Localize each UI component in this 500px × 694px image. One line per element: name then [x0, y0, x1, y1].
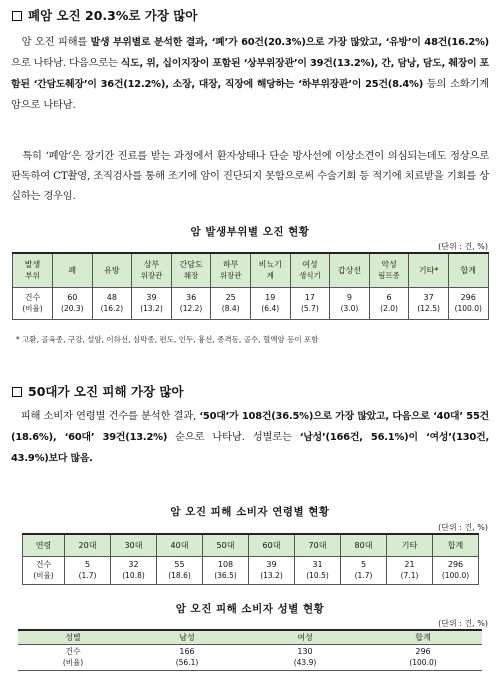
- checkbox-square-icon: [12, 387, 22, 397]
- table1-cell: 25 (8.4): [211, 287, 251, 319]
- table2-row-label: 건수 (비율): [23, 556, 65, 584]
- table1-cell: 17 (5.7): [290, 287, 330, 319]
- table2-data-row: [23, 556, 479, 584]
- table3-title: 암 오진 피해 소비자 성별 현황: [175, 603, 325, 615]
- table3-row-label: 건수 (비율): [18, 644, 128, 670]
- section1-heading-text: 폐암 오진 20.3%로 가장 많아: [28, 8, 198, 23]
- table1-footnote: * 고환, 골육종, 구강, 설암, 이하선, 심막종, 편도, 인두, 흉선, 종격동, 골수, 혈액암 등이 포함: [16, 335, 319, 344]
- table2-cell: 296 (100.0): [433, 556, 479, 584]
- table1-cell: 19 (6.4): [250, 287, 290, 319]
- table3-cell: 166 (56.1): [128, 644, 246, 670]
- p1-text-a: 암 오진 피해를: [21, 36, 91, 48]
- table2-col-header: 기타: [387, 534, 433, 556]
- gender-table: [18, 629, 482, 671]
- table1-cell: 9 (3.0): [330, 287, 370, 319]
- table2-cell: 31 (10.5): [295, 556, 341, 584]
- table1-col-header: 상부 위장관: [132, 253, 172, 287]
- section1-paragraph2: [11, 146, 489, 206]
- p2-text: 특히 ‘폐암’은 장기간 진료를 받는 과정에서 환자상태나 단순 방사선에 이상소견이 의심되는데도 정상으로 판독하여 CT촬영, 조직검사를 통해 조기에 암이 진단되지 못함으로써 수술기회 등 적기에 치료받을 기회를 상실하는 경우임.: [11, 150, 489, 202]
- s2-bold-b: ‘남성’(166건, 56.1%)이 ‘여성’(130건, 43.9%)보다 많음.: [11, 432, 489, 464]
- table1-col-header: 악성 림프종: [369, 253, 409, 287]
- table3-col-header: 여성: [246, 630, 364, 644]
- table2-col-header: 80대: [341, 534, 387, 556]
- table1-col-header: 갑상선: [330, 253, 370, 287]
- table2-corner: 연령: [23, 534, 65, 556]
- table1-title: 암 발생부위별 오진 현황: [190, 226, 310, 238]
- section2-heading: [12, 382, 184, 400]
- table2-col-header: 20대: [65, 534, 111, 556]
- section2-paragraph: [11, 406, 489, 469]
- table1-header-row: [13, 253, 489, 287]
- table2-cell: 55 (18.6): [157, 556, 203, 584]
- table1-cell: 6 (2.0): [369, 287, 409, 319]
- table3-cell: 130 (43.9): [246, 644, 364, 670]
- section2-heading-text: 50대가 오진 피해 가장 많아: [28, 384, 184, 399]
- age-table: [22, 533, 479, 585]
- s2-bold-a: ‘50대’가 108건(36.5%)으로 가장 많았고, 다음으로 ‘40대’ 55건(18.6%), ‘60대’ 39건(13.2%): [11, 411, 489, 443]
- checkbox-square-icon: [12, 11, 22, 21]
- p1-text-b: 으로 나타남. 다음으로는: [11, 57, 121, 69]
- table1-col-header: 유방: [92, 253, 132, 287]
- table1-cell: 60 (20.3): [53, 287, 93, 319]
- table2-col-header: 40대: [157, 534, 203, 556]
- table2-col-header: 50대: [203, 534, 249, 556]
- table1-col-header: 합계: [448, 253, 488, 287]
- table3-col-header: 남성: [128, 630, 246, 644]
- table1-col-header: 비뇨기 계: [250, 253, 290, 287]
- table3-data-row: [18, 644, 482, 670]
- table1-cell: 39 (13.2): [132, 287, 172, 319]
- table1-cell: 296 (100.0): [448, 287, 488, 319]
- cancer-site-table: [12, 252, 489, 320]
- table3-header-row: [18, 630, 482, 644]
- table2-header-row: [23, 534, 479, 556]
- table1-col-header: 폐: [53, 253, 93, 287]
- p1-text-c: 등의 소화기계 암으로 나타남.: [11, 78, 489, 111]
- s2-text-b: 순으로 나타남. 성별로는: [167, 431, 300, 443]
- table1-cell: 37 (12.5): [409, 287, 449, 319]
- table1-cell: 48 (16.2): [92, 287, 132, 319]
- section1-paragraph1: [11, 32, 489, 115]
- section1-heading: [12, 6, 197, 24]
- table3-col-header: 합계: [364, 630, 482, 644]
- table2-col-header: 60대: [249, 534, 295, 556]
- table2-cell: 5 (1.7): [341, 556, 387, 584]
- table1-cell: 36 (12.2): [171, 287, 211, 319]
- table1-col-header: 여성 생식기: [290, 253, 330, 287]
- p1-bold-a: 발생 부위별로 분석한 결과, ‘폐’가 60건(20.3%)으로 가장 많았고, ‘유방’이 48건(16.2%): [90, 37, 489, 48]
- table2-col-header: 30대: [111, 534, 157, 556]
- table3-unit: (단위 : 건, %): [438, 619, 488, 628]
- table2-title: 암 오진 피해 소비자 연령별 현황: [170, 506, 330, 518]
- table1-corner: 발생 부위: [13, 253, 53, 287]
- table2-unit: (단위 : 건, %): [438, 523, 488, 532]
- table2-cell: 39 (13.2): [249, 556, 295, 584]
- table1-row-label: 건수 (비율): [13, 287, 53, 319]
- table1-col-header: 간담도 췌장: [171, 253, 211, 287]
- table3-corner: 성별: [18, 630, 128, 644]
- p1-bold-b: 식도, 위, 십이지장이 포함된 ‘상부위장관’이 39건(13.2%), 간, 담낭, 담도, 췌장이 포함된 ‘간담도췌장’이 36건(12.2%), 소장, 대장, 직장에 해당하는 ‘하부위장관’이 25건(8.4%): [11, 58, 489, 90]
- table3-cell: 296 (100.0): [364, 644, 482, 670]
- table1-unit: (단위 : 건, %): [438, 242, 488, 251]
- table2-cell: 108 (36.5): [203, 556, 249, 584]
- table1-col-header: 하부 위장관: [211, 253, 251, 287]
- table2-cell: 32 (10.8): [111, 556, 157, 584]
- table1-data-row: [13, 287, 489, 319]
- table1-col-header: 기타*: [409, 253, 449, 287]
- table2-col-header: 합계: [433, 534, 479, 556]
- table2-cell: 5 (1.7): [65, 556, 111, 584]
- table2-cell: 21 (7.1): [387, 556, 433, 584]
- s2-text-a: 피해 소비자 연령별 건수를 분석한 결과,: [20, 410, 200, 422]
- table2-col-header: 70대: [295, 534, 341, 556]
